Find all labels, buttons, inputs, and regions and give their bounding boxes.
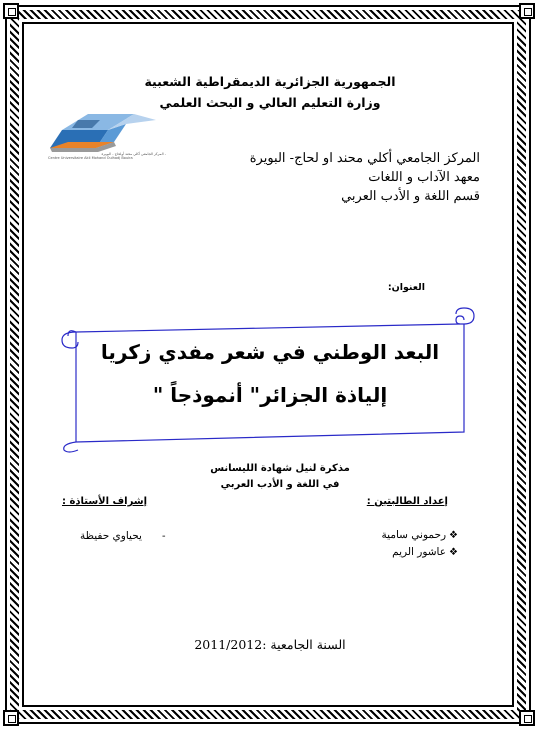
logo-caption-line: المركز الجامعي أكلي محند أولحاج - البويرة - [101, 152, 166, 156]
logo-caption [48, 152, 166, 160]
bullet-diamond-icon: ❖ [449, 530, 458, 541]
supervisor-dash: - [162, 530, 166, 542]
academic-year: السنة الجامعية :2011/2012 [194, 637, 346, 652]
bullet-diamond-icon: ❖ [449, 547, 458, 558]
memo-field: في اللغة و الأدب العربي [220, 479, 340, 490]
supervisor-heading: إشراف الأستاذة : [62, 496, 148, 507]
country-name: الجمهورية الجزائرية الديمقراطية الشعبية [144, 74, 396, 89]
border-corner-top-right [519, 3, 535, 19]
thesis-subtitle: إلياذة الجزائر" أنموذجاً " [152, 383, 388, 407]
logo-caption-line: Centre Universitaire Akli Mohand Oulhadj Bouira [48, 156, 133, 160]
thesis-title: البعد الوطني في شعر مفدي زكريا [100, 340, 440, 364]
ministry-name: وزارة التعليم العالي و البحث العلمي [159, 95, 381, 110]
student-name [392, 546, 458, 558]
border-corner-bottom-right [519, 710, 535, 726]
students-heading: إعداد الطالبتين : [366, 496, 448, 507]
title-scroll-frame [56, 306, 484, 454]
border-corner-top-left [3, 3, 19, 19]
border-corner-bottom-left [3, 710, 19, 726]
student-name-text: عاشور الريم [392, 546, 447, 558]
institution-center: المركز الجامعي أكلي محند او لحاج- البويرة [249, 151, 480, 166]
institution-institute: معهد الآداب و اللغات [368, 170, 480, 185]
supervisor-name: يحياوي حفيظة [80, 530, 142, 542]
title-label: العنوان: [387, 282, 425, 293]
memo-purpose: مذكرة لنيل شهادة الليسانس [210, 463, 350, 474]
institution-department: قسم اللغة و الأدب العربي [341, 189, 480, 204]
student-name [382, 529, 458, 541]
student-name-text: رحموني سامية [381, 529, 447, 541]
